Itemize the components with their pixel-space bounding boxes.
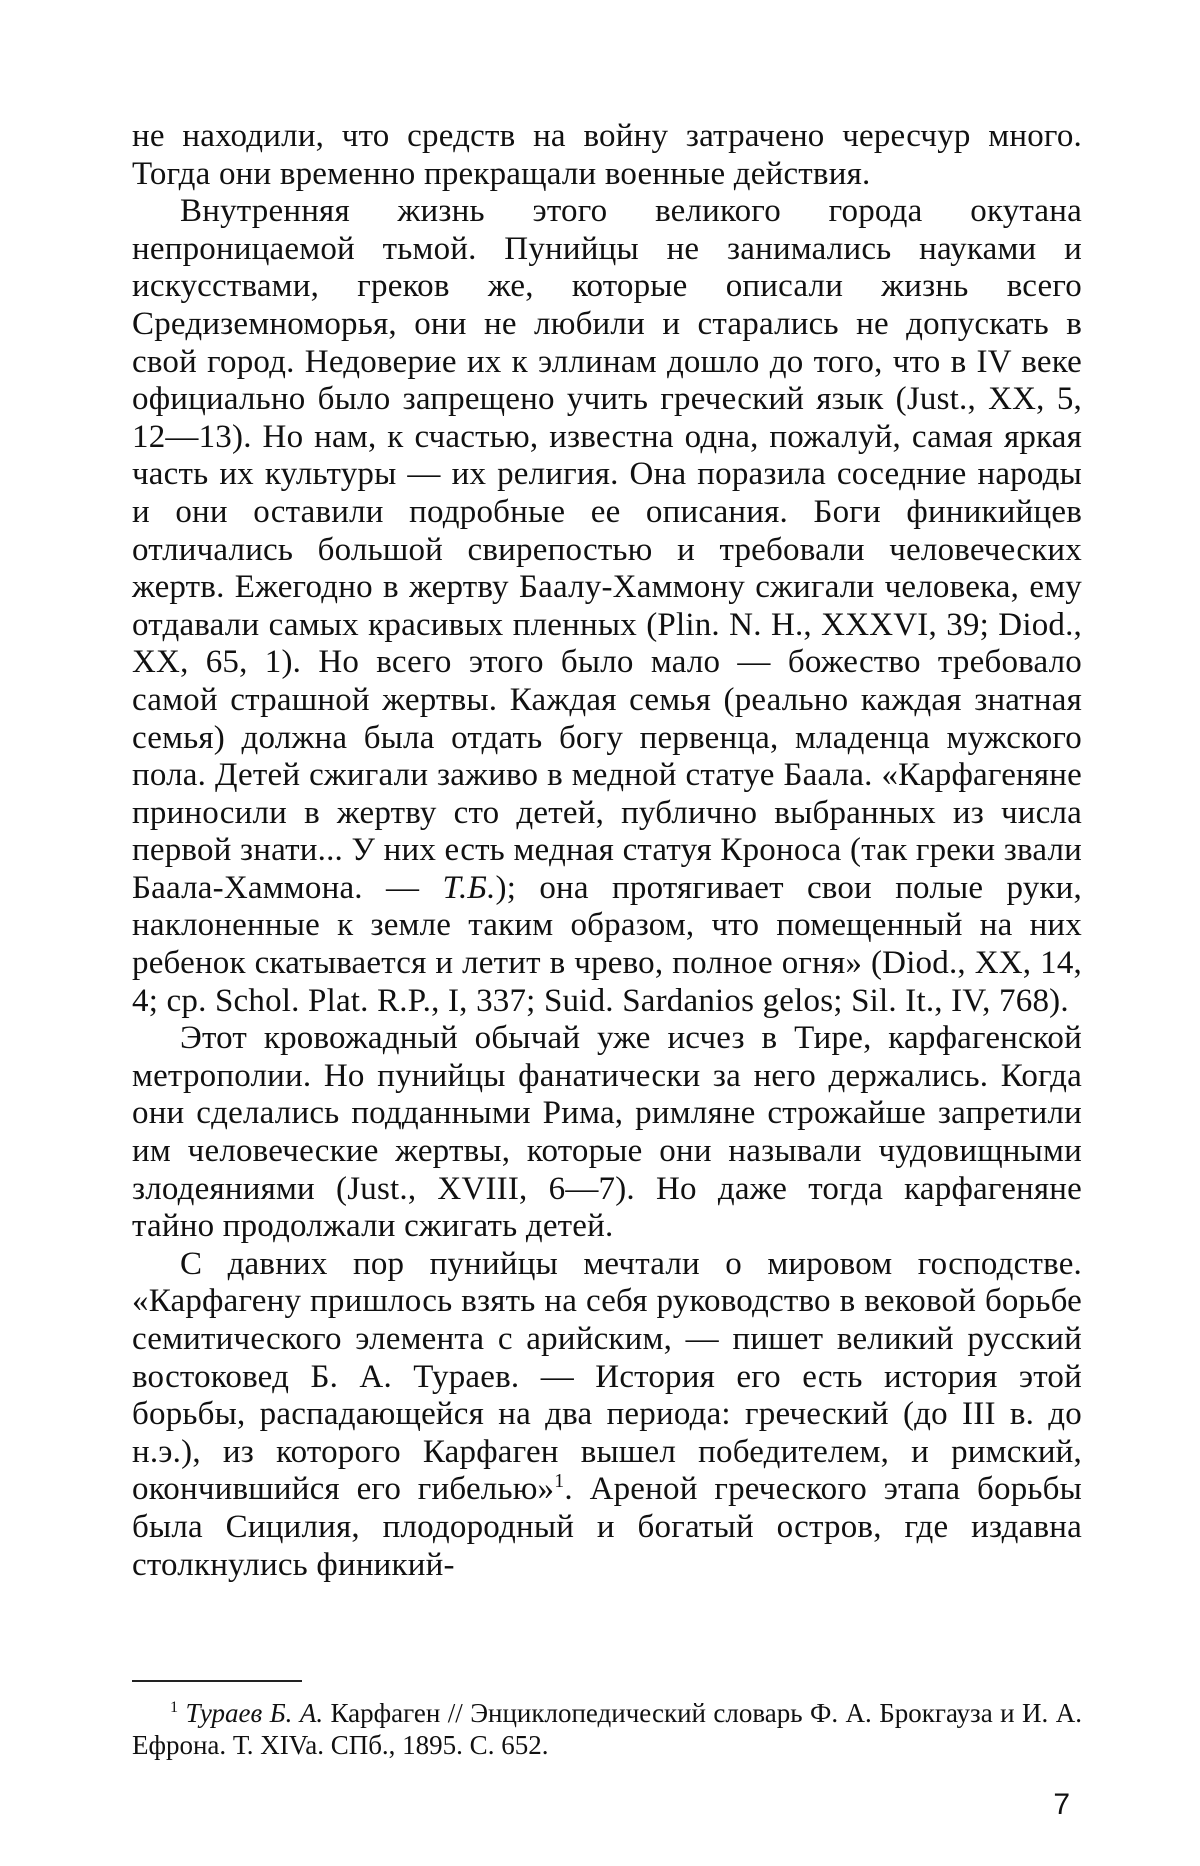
footnote-text: Карфаген // Энциклопедический словарь Ф. А. Брокгауза и И. А. Ефрона. Т. XIVa. СПб., 1895. С. 652. [132,1698,1082,1760]
paragraph-1: не находили, что средств на войну затрачено чересчур много. Тогда они временно прекращали военные действия. [132,118,1082,192]
paragraph-3: Этот кровожадный обычай уже исчез в Тире, карфагенской метрополии. Но пунийцы фанатически за него держались. Когда они сделались подданными Рима, римляне строжайше запретили им человеческие жертвы, которые они называли чудовищными злодеяниями (Just., XVIII, 6—7). Но даже тогда карфагеняне тайно продолжали сжигать детей. [132,1020,1082,1245]
page-number: 7 [1053,1788,1070,1821]
paragraph-2 [132,193,1082,1020]
paragraph-2-text-a: Внутренняя жизнь этого великого города окутана непроницаемой тьмой. Пунийцы не занимались науками и искусствами, греков же, которые описали жизнь всего Средиземноморья, они не любили и старались не допускать в свой город. Недоверие их к эллинам дошло до того, что в IV веке официально было запрещено учить греческий язык (Just., XX, 5, 12—13). Но нам, к счастью, известна одна, пожалуй, самая яркая часть их культуры — их религия. Она поразила соседние народы и они оставили подробные ее описания. Боги финикийцев отличались большой свирепостью и требовали человеческих жертв. Ежегодно в жертву Баалу-Хаммону сжигали человека, ему отдавали самых красивых пленных (Plin. N. H., XXXVI, 39; Diod., XX, 65, 1). Но всего этого было мало — божество требовало самой страшной жертвы. Каждая семья (реально каждая знатная семья) должна была отдать богу первенца, младенца мужского пола. Детей сжигали заживо в медной статуе Баала. «Карфагеняне приносили в жертву сто детей, публично выбранных из числа первой знати... У них есть медная статуя Кроноса (так греки звали Баала-Хаммона. — [132,193,1082,906]
footnote-reference: 1 [554,1470,565,1493]
paragraph-4-text-a: С давних пор пунийцы мечтали о мировом господстве. «Карфагену пришлось взять на себя руководство в вековой борьбе семитического элемента с арийским, — пишет великий русский востоковед Б. А. Тураев. — История его есть история этой борьбы, распадающейся на два периода: греческий (до III в. до н.э.), из которого Карфаген вышел победителем, и римский, окончившийся его гибелью» [132,1245,1082,1508]
paragraph-4 [132,1246,1082,1584]
page-body [132,118,1082,1584]
footnote-divider [132,1680,302,1682]
footnote-marker: 1 [170,1698,179,1716]
paragraph-2-initials: Т.Б. [442,869,496,906]
paragraph-4-text-b: . Ареной греческого этапа борьбы была Сицилия, плодородный и богатый остров, где издавна столкнулись финикий- [132,1471,1082,1583]
footnote [132,1697,1082,1761]
footnote-author: Тураев Б. А. [185,1698,324,1728]
paragraph-2-text-b: ); она протягивает свои полые руки, наклоненные к земле таким образом, что помещенный на них ребенок скатывается и летит в чрево, полное огня» (Diod., XX, 14, 4; ср. Schol. Plat. R.P., I, 337; Suid. Sardanios gelos; Sil. It., IV, 768). [132,869,1082,1019]
